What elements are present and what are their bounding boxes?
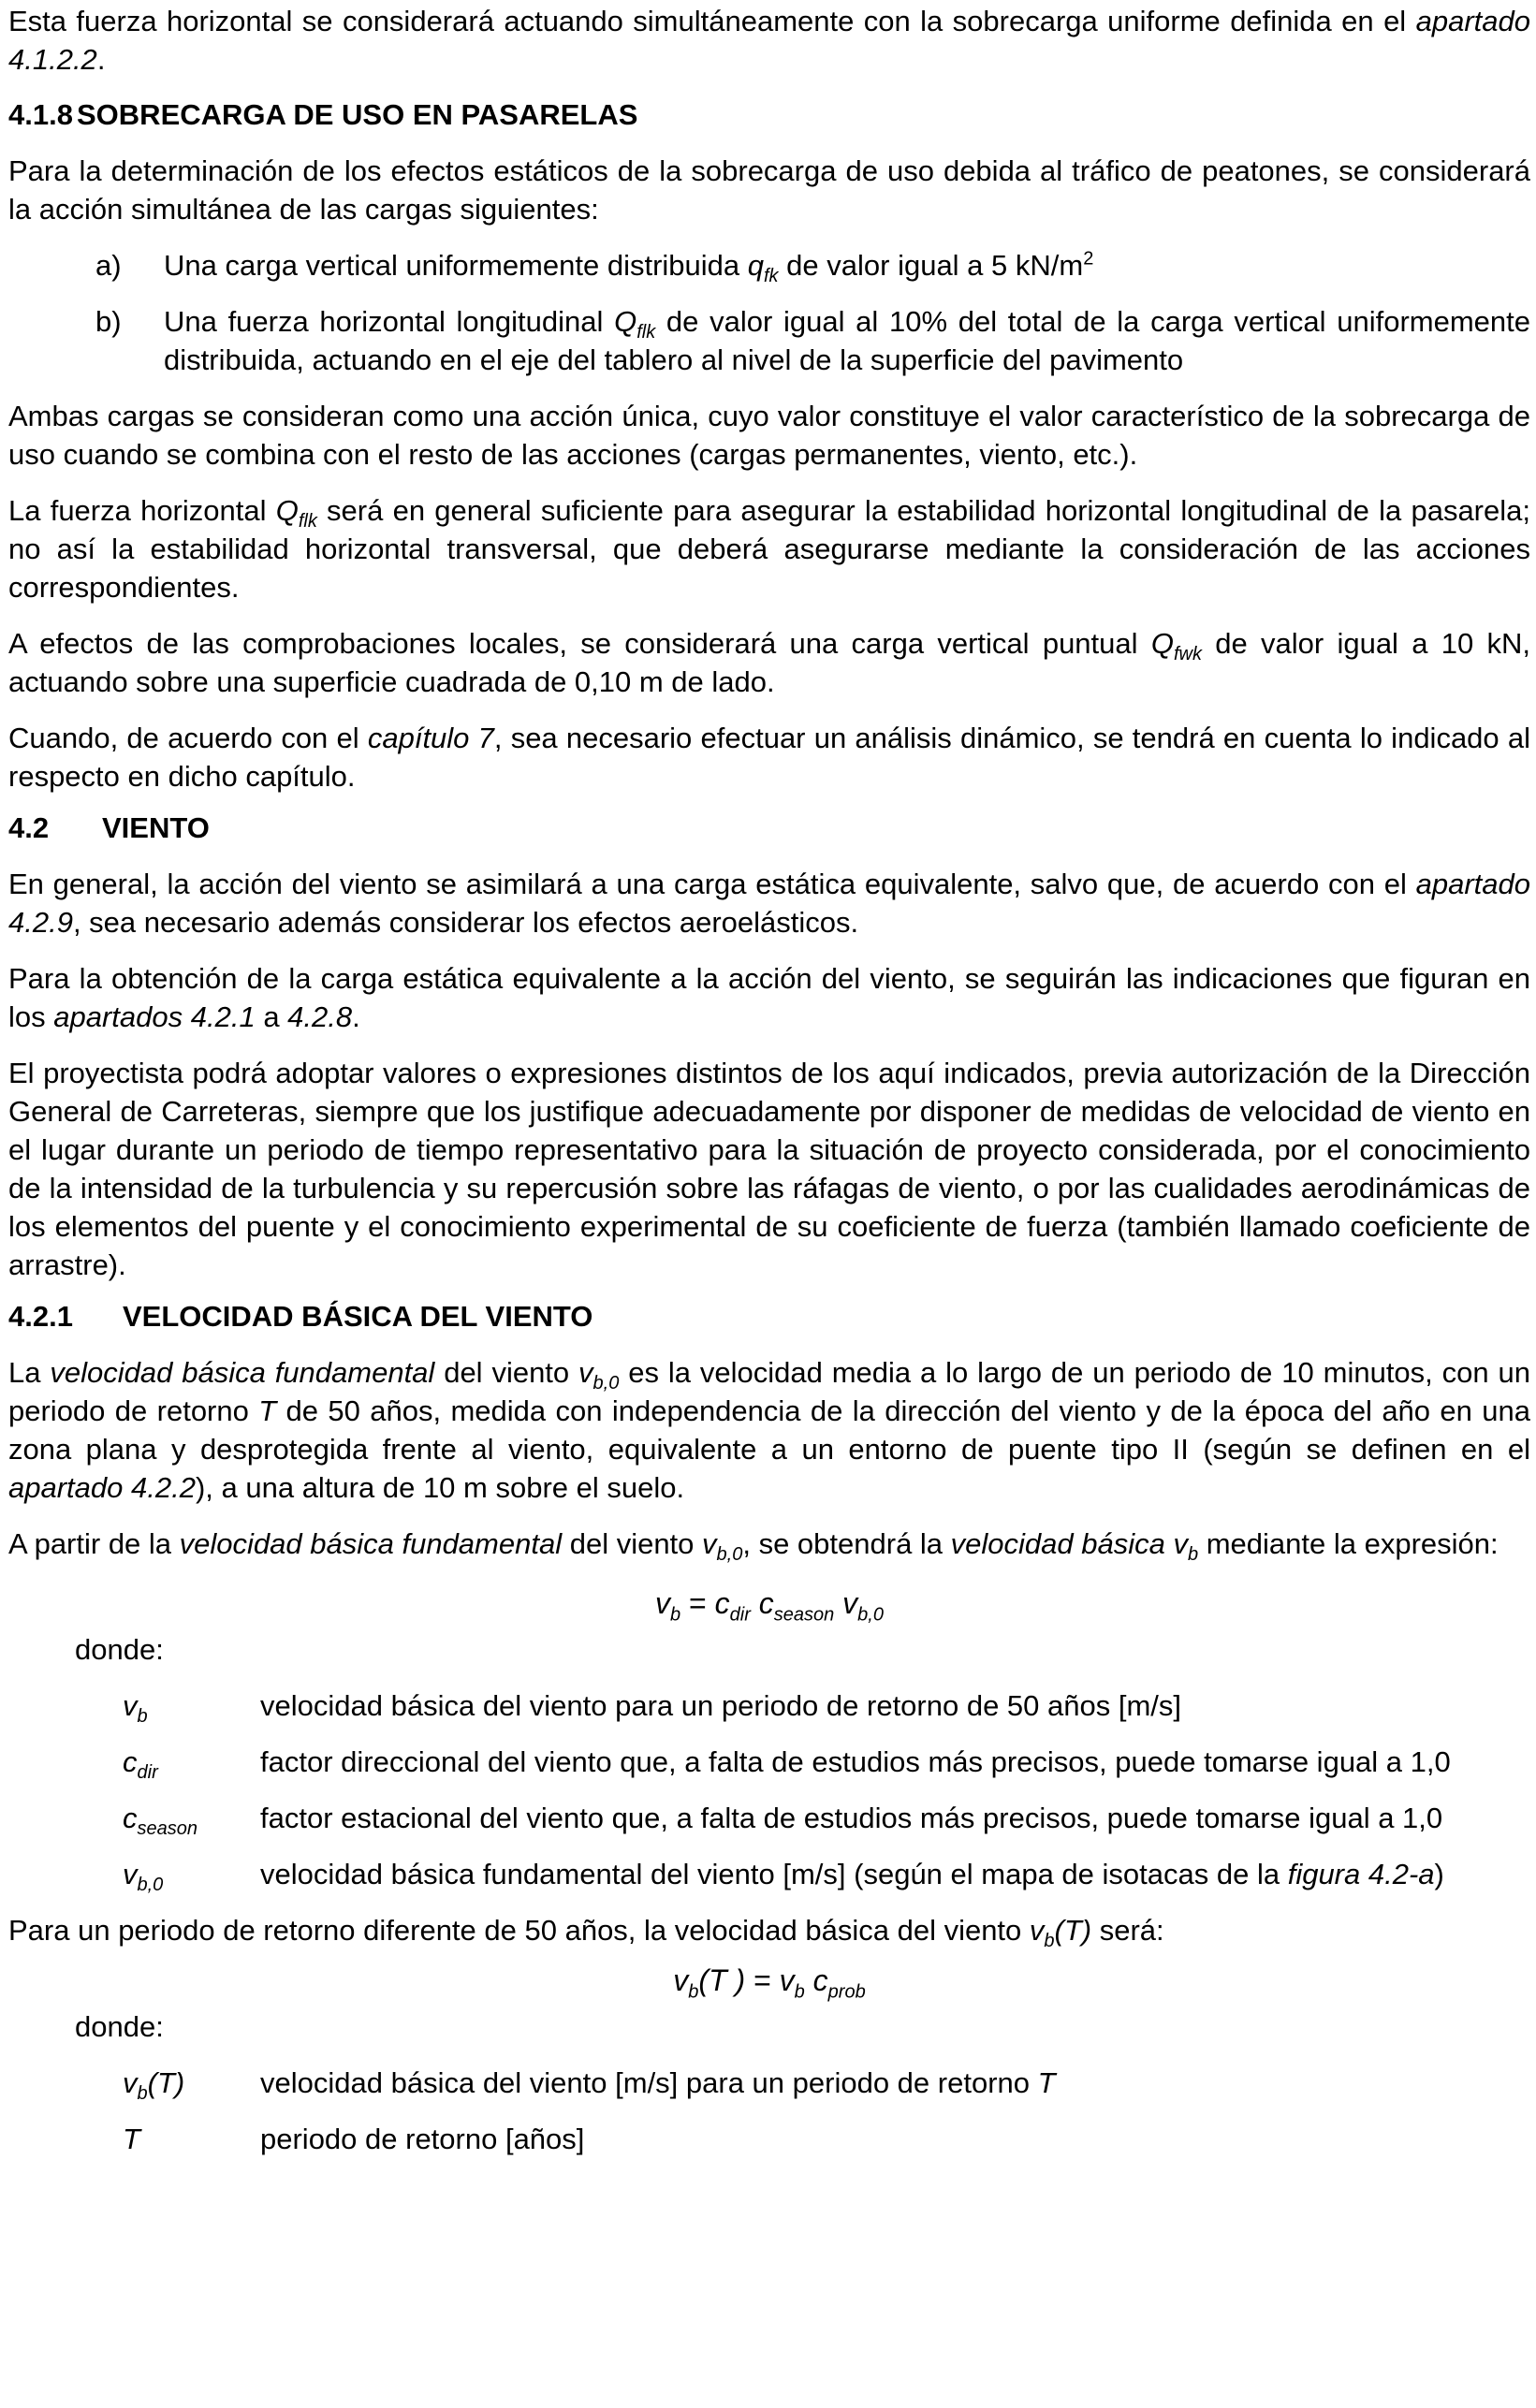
paragraph: La fuerza horizontal $Q_{flk}$ será en general suficiente para asegurar la estabilidad horizontal longitudinal de la pasarela; no así la estabilidad horizontal transversal, que deberá asegurarse mediante la consideración de las acciones correspondientes. <box>8 494 1530 604</box>
definition-text: velocidad básica fundamental del viento [m/s] (según el mapa de isotacas de la figura 4.2-a) <box>260 1858 1444 1890</box>
section-heading-4-2-1 <box>8 1297 1530 1335</box>
section-number: 4.2.1 <box>8 1300 73 1333</box>
section-heading-4-1-8 <box>8 95 1530 134</box>
definition-item <box>8 2064 1530 2105</box>
definition-symbol: $v_{b,0}$ <box>123 1858 164 1896</box>
donde-label: donde: <box>75 1633 164 1666</box>
definition-symbol: $v_b$ <box>123 1689 148 1728</box>
paragraph: A partir de la velocidad básica fundamental del viento $v_{b,0}$, se obtendrá la velocidad básica $v_b$ mediante la expresión: <box>8 1527 1499 1566</box>
definition-item <box>8 2120 1530 2158</box>
list-text: Una carga vertical uniformemente distribuida $q_{fk}$ de valor igual a 5 $kN/m^2$ <box>164 248 1094 287</box>
definition-text: velocidad básica del viento [m/s] para un periodo de retorno T <box>260 2066 1056 2099</box>
document-page <box>0 2 1536 2408</box>
section-heading-4-2 <box>8 809 1530 847</box>
definition-symbol: $c_{season}$ <box>123 1802 197 1840</box>
section-title: SOBRECARGA DE USO EN PASARELAS <box>77 98 638 131</box>
section-title: VELOCIDAD BÁSICA DEL VIENTO <box>123 1300 593 1333</box>
definition-symbol: T <box>123 2123 140 2155</box>
section-number: 4.2 <box>8 811 50 844</box>
definition-item <box>8 1799 1530 1840</box>
paragraph: Para la determinación de los efectos estáticos de la sobrecarga de uso debida al tráfico de peatones, se considerará la acción simultánea de las cargas siguientes: <box>8 154 1530 226</box>
formula-vbT: $v_b(T$ ) = $v_b$ $c_{prob}$ <box>673 1963 866 2003</box>
definition-symbol: $v_b(T)$ <box>123 2066 185 2105</box>
formula-vb: $v_b = c_{dir}$ $c_{season}$ $v_{b,0}$ <box>655 1586 884 1626</box>
definition-item <box>8 1743 1530 1784</box>
paragraph: Cuando, de acuerdo con el capítulo 7, sea necesario efectuar un análisis dinámico, se tendrá en cuenta lo indicado al respecto en dicho capítulo. <box>8 722 1530 793</box>
paragraph: Para la obtención de la carga estática equivalente a la acción del viento, se seguirán las indicaciones que figuran en los apartados 4.2.1 a 4.2.8. <box>8 962 1530 1033</box>
definition-symbol: $c_{dir}$ <box>123 1745 158 1784</box>
definition-text: factor direccional del viento que, a falta de estudios más precisos, puede tomarse igual a 1,0 <box>260 1745 1451 1778</box>
definition-text: factor estacional del viento que, a falta de estudios más precisos, puede tomarse igual a 1,0 <box>260 1802 1443 1834</box>
donde-label: donde: <box>75 2010 164 2043</box>
paragraph: Para un periodo de retorno diferente de 50 años, la velocidad básica del viento $v_b(T)$ será: <box>8 1914 1164 1952</box>
section-number: 4.1.8 <box>8 98 73 131</box>
list-label: b) <box>95 305 122 338</box>
section-title: VIENTO <box>102 811 210 844</box>
definition-item <box>8 1855 1530 1896</box>
list-item-a <box>8 246 1530 285</box>
paragraph: La velocidad básica fundamental del viento $v_{b,0}$ es la velocidad media a lo largo de un periodo de 10 minutos, con un periodo de retorno T de 50 años, medida con independencia de la dirección del viento y de la época del año en una zona plana y desprotegida frente al viento, equivalente a un entorno de puente tipo II (según se definen en el apartado 4.2.2), a una altura de 10 m sobre el suelo. <box>8 1356 1530 1504</box>
paragraph: Esta fuerza horizontal se considerará actuando simultáneamente con la sobrecarga uniforme definida en el apartado 4.1.2.2. <box>8 5 1530 76</box>
list-text: Una fuerza horizontal longitudinal $Q_{flk}$ de valor igual al 10% del total de la carga vertical uniformemente distribuida, actuando en el eje del tablero al nivel de la superficie del pavimento <box>164 305 1530 376</box>
definition-item <box>8 1686 1530 1728</box>
paragraph: El proyectista podrá adoptar valores o expresiones distintos de los aquí indicados, previa autorización de la Dirección General de Carreteras, siempre que los justifique adecuadamente por disponer de medidas de velocidad de viento en el lugar durante un periodo de tiempo representativo para la situación de proyecto considerada, por el conocimiento de la intensidad de la turbulencia y su repercusión sobre las ráfagas de viento, o por las cualidades aerodinámicas de los elementos del puente y el conocimiento experimental de su coeficiente de fuerza (también llamado coeficiente de arrastre). <box>8 1057 1530 1281</box>
paragraph: A efectos de las comprobaciones locales, se considerará una carga vertical puntual $Q_{fwk}$ de valor igual a 10 kN, actuando sobre una superficie cuadrada de 0,10 m de lado. <box>8 627 1530 698</box>
paragraph: En general, la acción del viento se asimilará a una carga estática equivalente, salvo que, de acuerdo con el apartado 4.2.9, sea necesario además considerar los efectos aeroelásticos. <box>8 868 1530 939</box>
definition-text: velocidad básica del viento para un periodo de retorno de 50 años [m/s] <box>260 1689 1182 1722</box>
definitions-list <box>8 2064 1530 2158</box>
paragraph: Ambas cargas se consideran como una acción única, cuyo valor constituye el valor característico de la sobrecarga de uso cuando se combina con el resto de las acciones (cargas permanentes, viento, etc.). <box>8 400 1530 471</box>
list-item-b <box>8 302 1530 379</box>
definition-text: periodo de retorno [años] <box>260 2123 585 2155</box>
list-label: a) <box>95 249 122 282</box>
definitions-list <box>8 1686 1530 1896</box>
